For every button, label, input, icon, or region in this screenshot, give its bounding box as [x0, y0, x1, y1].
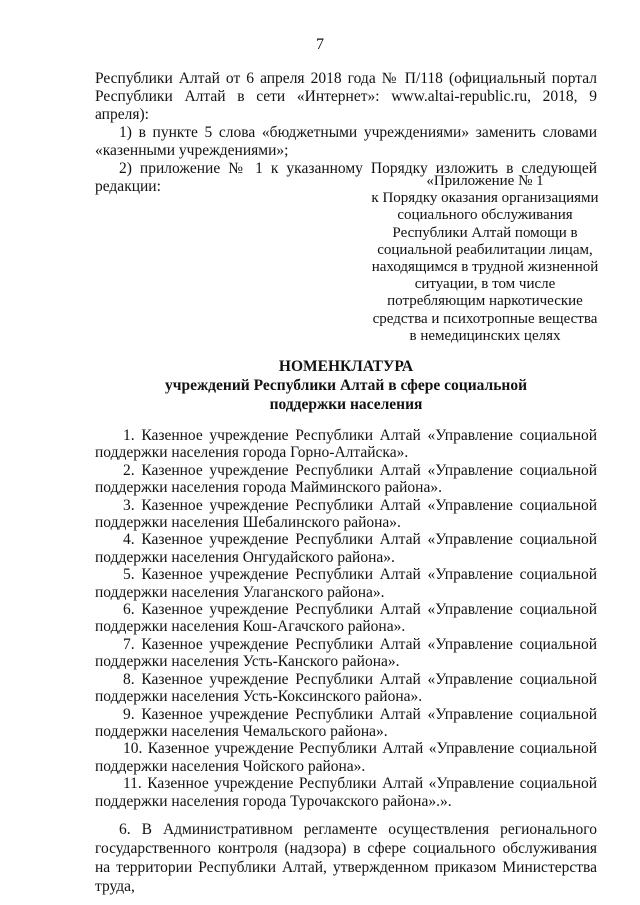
heading-subtitle: учреждений Республики Алтай в сфере социальной поддержки населения [164, 377, 528, 413]
annex-line: социальной реабилитации лицам, [377, 241, 593, 258]
list-item: 6. Казенное учреждение Республики Алтай «Управление социальной поддержки населения Кош-Агачского района». [95, 601, 597, 636]
annex-line: социального обслуживания [397, 207, 573, 224]
annex-header [355, 173, 615, 345]
page-number: 7 [316, 36, 324, 53]
annex-line: находящимся в трудной жизненной [371, 259, 599, 276]
annex-line: Республики Алтай помощи в [392, 224, 578, 241]
list-item: 9. Казенное учреждение Республики Алтай «Управление социальной поддержки населения Чемальского района». [95, 705, 597, 740]
list-item: 7. Казенное учреждение Республики Алтай «Управление социальной поддержки населения Усть-Канского района». [95, 635, 597, 671]
institution-list [95, 427, 597, 810]
annex-line: средства и психотропные вещества [372, 310, 598, 327]
heading-title: НОМЕНКЛАТУРА [278, 358, 414, 375]
list-item: 8. Казенное учреждение Республики Алтай «Управление социальной поддержки населения Усть-Коксинского района». [95, 670, 597, 706]
annex-line: в немедицинских целях [409, 327, 561, 344]
list-item: 11. Казенное учреждение Республики Алтай «Управление социальной поддержки населения города Турочакского района».». [95, 775, 597, 810]
annex-line: потребляющим наркотические [387, 293, 583, 310]
annex-line: ситуации, в том числе [414, 276, 556, 293]
list-item: 5. Казенное учреждение Республики Алтай «Управление социальной поддержки населения Улаганского района». [95, 566, 597, 601]
intro-paragraph-3: 2) приложение № 1 к указанному Порядку изложить в следующей редакции: [95, 160, 597, 195]
list-item: 10. Казенное учреждение Республики Алтай «Управление социальной поддержки населения Чойского района». [95, 740, 597, 775]
list-item: 3. Казенное учреждение Республики Алтай «Управление социальной поддержки населения Шебалинского района». [95, 496, 597, 532]
section-6-block [95, 820, 597, 896]
section-6-paragraph: 6. В Административном регламенте осуществления регионального государственного контроля (надзора) в сфере социального обслуживания на территории Республики Алтай, утвержденном приказом Министерства труда, [95, 821, 597, 895]
annex-line: к Порядку оказания организациями [371, 190, 599, 207]
intro-paragraph-2: 1) в пункте 5 слова «бюджетными учреждениями» заменить словами «казенными учреждениями»; [95, 124, 597, 159]
list-item: 2. Казенное учреждение Республики Алтай «Управление социальной поддержки населения города Майминского района». [95, 461, 597, 497]
annex-line: «Приложение № 1 [426, 173, 544, 189]
nomenclature-heading [95, 357, 597, 414]
intro-paragraph-1: Республики Алтай от 6 апреля 2018 года № П/118 (официальный портал Республики Алтай в сети «Интернет»: www.altai-republic.ru, 2018, 9 апреля): [95, 70, 597, 123]
list-item: 1. Казенное учреждение Республики Алтай «Управление социальной поддержки населения города Горно-Алтайска». [95, 427, 597, 462]
list-item: 4. Казенное учреждение Республики Алтай «Управление социальной поддержки населения Онгудайского района». [95, 531, 597, 566]
